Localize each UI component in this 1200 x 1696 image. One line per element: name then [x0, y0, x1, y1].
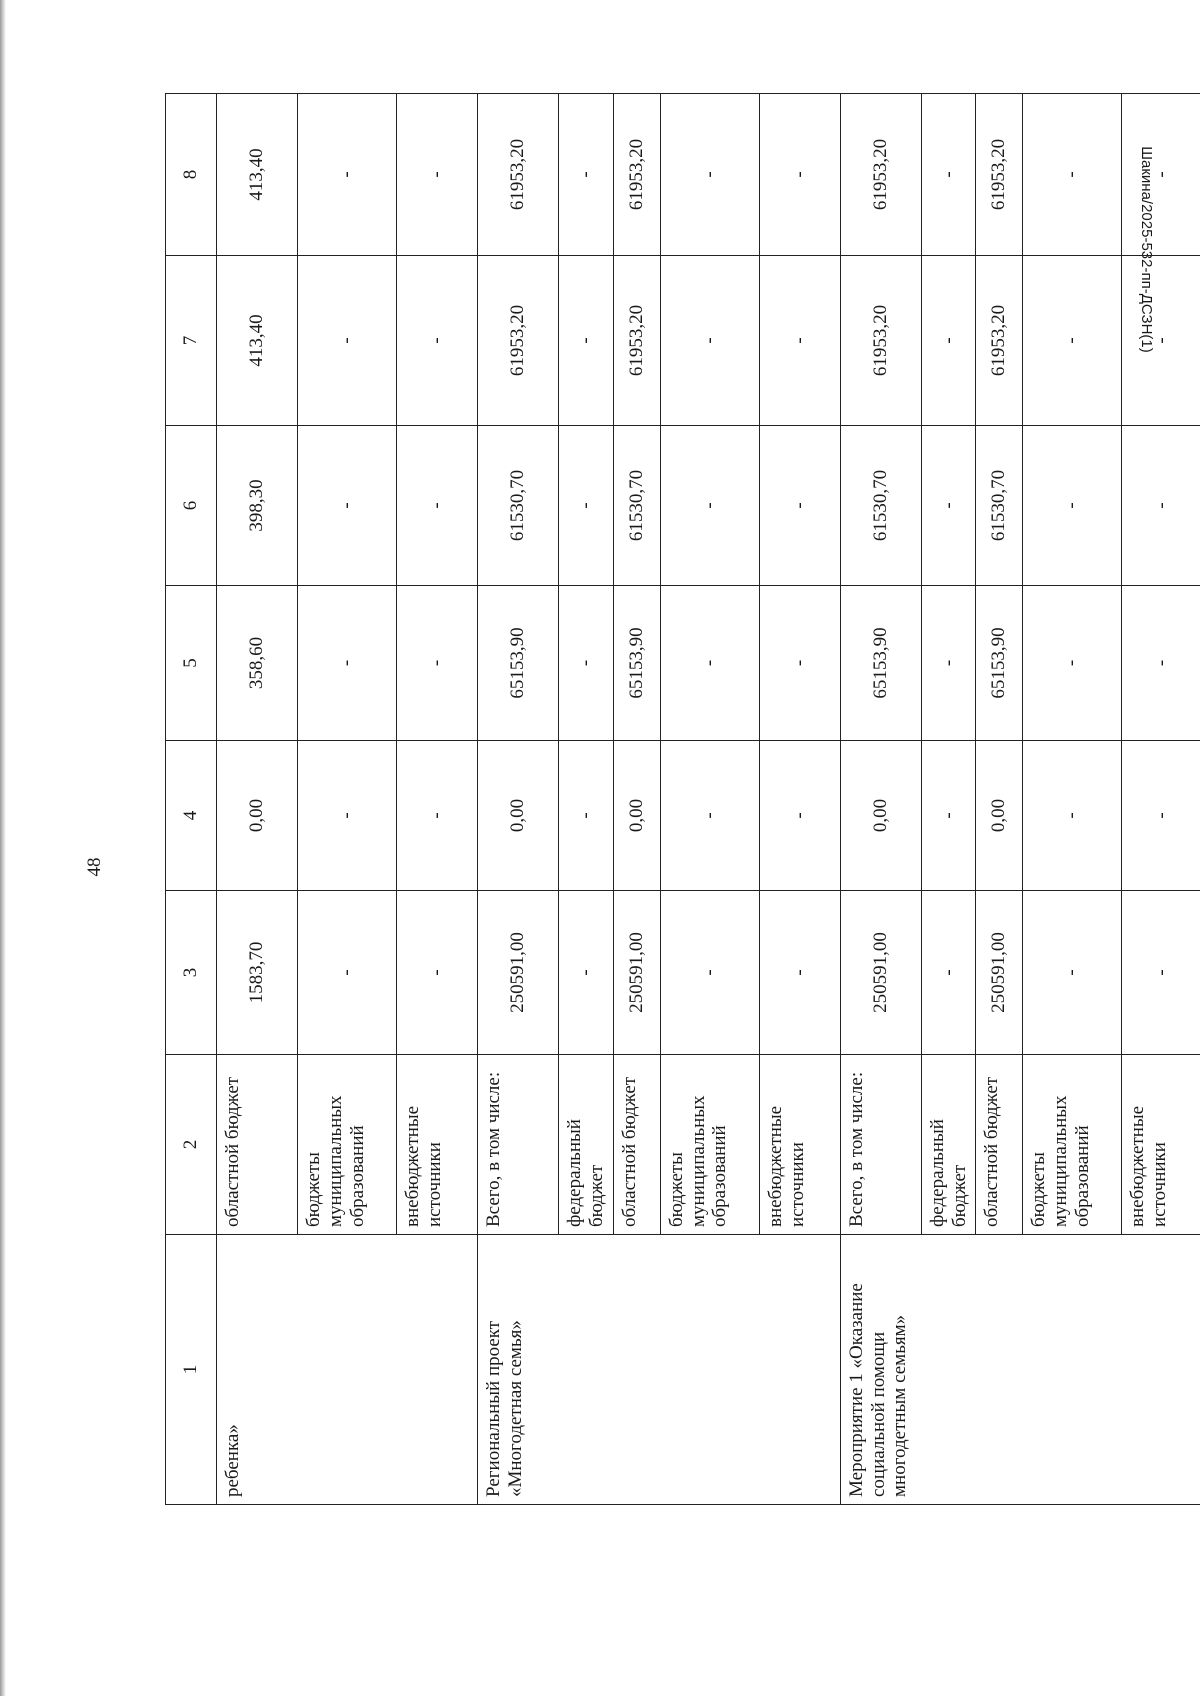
value-cell: 250591,00 — [478, 891, 559, 1055]
value-cell: 0,00 — [217, 741, 298, 891]
value-cell: - — [559, 741, 614, 891]
value-cell: - — [1122, 586, 1200, 741]
value-cell: - — [921, 256, 976, 426]
value-cell: 413,40 — [217, 256, 298, 426]
column-header: 7 — [166, 256, 217, 426]
value-cell: - — [298, 586, 397, 741]
funding-source: бюджеты муниципальных образований — [660, 1055, 759, 1235]
value-cell: - — [660, 94, 759, 256]
scan-edge-shadow — [0, 0, 6, 1696]
value-cell: 358,60 — [217, 586, 298, 741]
funding-source: областной бюджет — [613, 1055, 660, 1235]
value-cell: - — [298, 426, 397, 586]
value-cell: - — [298, 741, 397, 891]
value-cell: - — [759, 426, 840, 586]
column-header: 6 — [166, 426, 217, 586]
value-cell: - — [660, 586, 759, 741]
value-cell: 61953,20 — [976, 256, 1023, 426]
value-cell: 61953,20 — [613, 94, 660, 256]
value-cell: - — [298, 891, 397, 1055]
funding-source: Всего, в том числе: — [840, 1055, 921, 1235]
group-label: Мероприятие 1 «Оказание социальной помощи многодетным семьям» — [840, 1235, 1200, 1505]
value-cell: 1583,70 — [217, 891, 298, 1055]
column-header: 8 — [166, 94, 217, 256]
funding-source: федеральный бюджет — [559, 1055, 614, 1235]
value-cell: - — [559, 94, 614, 256]
funding-source: внебюджетные источники — [759, 1055, 840, 1235]
header-row — [166, 94, 217, 1505]
value-cell: 65153,90 — [613, 586, 660, 741]
value-cell: - — [921, 741, 976, 891]
value-cell: - — [1023, 891, 1122, 1055]
value-cell: 61953,20 — [976, 94, 1023, 256]
value-cell: 65153,90 — [840, 586, 921, 741]
value-cell: - — [759, 586, 840, 741]
column-header: 3 — [166, 891, 217, 1055]
column-header: 1 — [166, 1235, 217, 1505]
table-row — [478, 94, 559, 1505]
value-cell: 0,00 — [976, 741, 1023, 891]
value-cell: - — [397, 891, 478, 1055]
funding-source: областной бюджет — [976, 1055, 1023, 1235]
value-cell: 65153,90 — [976, 586, 1023, 741]
value-cell: 0,00 — [478, 741, 559, 891]
value-cell: 61530,70 — [840, 426, 921, 586]
value-cell: 61530,70 — [613, 426, 660, 586]
column-header: 2 — [166, 1055, 217, 1235]
value-cell: - — [921, 586, 976, 741]
value-cell: - — [559, 891, 614, 1055]
column-header: 5 — [166, 586, 217, 741]
value-cell: 61953,20 — [840, 256, 921, 426]
value-cell: - — [397, 426, 478, 586]
value-cell: - — [1122, 256, 1200, 426]
value-cell: 61953,20 — [478, 256, 559, 426]
column-header: 4 — [166, 741, 217, 891]
funding-source: федеральный бюджет — [921, 1055, 976, 1235]
funding-source: внебюджетные источники — [1122, 1055, 1200, 1235]
group-label: Региональный проект «Многодетная семья» — [478, 1235, 841, 1505]
value-cell: - — [759, 256, 840, 426]
value-cell: - — [1023, 426, 1122, 586]
value-cell: - — [1122, 94, 1200, 256]
group-label: ребенка» — [217, 1235, 478, 1505]
value-cell: - — [759, 891, 840, 1055]
value-cell: - — [1023, 94, 1122, 256]
budget-table — [165, 93, 1200, 1505]
value-cell: 398,30 — [217, 426, 298, 586]
value-cell: 413,40 — [217, 94, 298, 256]
value-cell: - — [397, 741, 478, 891]
value-cell: 65153,90 — [478, 586, 559, 741]
value-cell: 61953,20 — [840, 94, 921, 256]
funding-source: областной бюджет — [217, 1055, 298, 1235]
value-cell: - — [660, 891, 759, 1055]
value-cell: 61530,70 — [478, 426, 559, 586]
value-cell: - — [298, 256, 397, 426]
value-cell: - — [559, 256, 614, 426]
value-cell: - — [921, 94, 976, 256]
value-cell: 250591,00 — [613, 891, 660, 1055]
funding-source: внебюджетные источники — [397, 1055, 478, 1235]
value-cell: - — [921, 891, 976, 1055]
value-cell: - — [397, 586, 478, 741]
table-body — [166, 94, 1200, 1505]
value-cell: - — [1122, 741, 1200, 891]
value-cell: - — [397, 94, 478, 256]
value-cell: 0,00 — [840, 741, 921, 891]
table-row — [217, 94, 298, 1505]
value-cell: - — [559, 426, 614, 586]
value-cell: - — [660, 426, 759, 586]
value-cell: - — [759, 741, 840, 891]
value-cell: - — [298, 94, 397, 256]
value-cell: - — [1122, 891, 1200, 1055]
value-cell: 0,00 — [613, 741, 660, 891]
value-cell: 61530,70 — [976, 426, 1023, 586]
funding-source: бюджеты муниципальных образований — [298, 1055, 397, 1235]
value-cell: - — [1023, 256, 1122, 426]
page-number: 48 — [84, 857, 105, 877]
value-cell: - — [1023, 741, 1122, 891]
table-row — [840, 94, 921, 1505]
value-cell: - — [660, 741, 759, 891]
value-cell: - — [921, 426, 976, 586]
funding-source: бюджеты муниципальных образований — [1023, 1055, 1122, 1235]
funding-source: Всего, в том числе: — [478, 1055, 559, 1235]
value-cell: - — [397, 256, 478, 426]
value-cell: - — [1122, 426, 1200, 586]
value-cell: - — [1023, 586, 1122, 741]
document-id-text: Шакина/2025-532-пп-ДСЗН(1) — [1137, 145, 1155, 353]
value-cell: 250591,00 — [840, 891, 921, 1055]
value-cell: 250591,00 — [976, 891, 1023, 1055]
value-cell: 61953,20 — [613, 256, 660, 426]
value-cell: - — [559, 586, 614, 741]
value-cell: - — [660, 256, 759, 426]
value-cell: 61953,20 — [478, 94, 559, 256]
value-cell: - — [759, 94, 840, 256]
